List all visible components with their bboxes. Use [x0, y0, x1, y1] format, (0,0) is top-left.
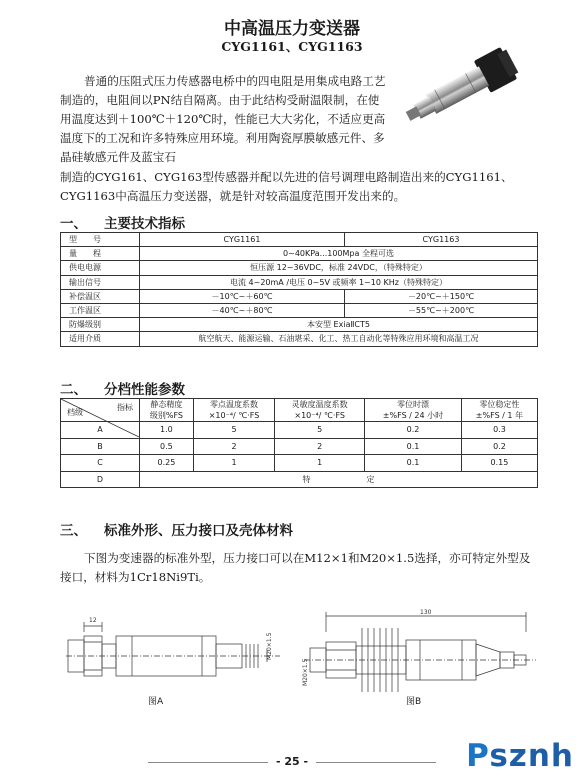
grade-row	[61, 471, 538, 488]
header-line: ±%FS / 1 年	[475, 411, 524, 420]
spec-label: 适用介质	[61, 332, 140, 346]
spec-cell: 航空航天、能源运输、石油堪采、化工、热工自动化等特殊应用环境和高温工况	[140, 332, 538, 346]
corner-top-label: 指标	[117, 403, 133, 412]
intro-paragraph: 普通的压阻式压力传感器电桥中的四电阻是用集成电路工艺制造的，电阻间以PN结自隔离。由于此结构受耐温限制，在使用温度达到＋100℃＋120℃时，性能已大大劣化，不适应更高温度下的工况和许多特殊应用环境。利用陶瓷厚膜敏感元件、多晶硅敏感元件及蓝宝石	[60, 74, 386, 164]
spec-label: 防爆级别	[61, 318, 140, 332]
grade-value: 5	[193, 422, 274, 439]
spec-label: 输出信号	[61, 275, 140, 289]
spec-cell: 0~40KPa...100Mpa 全程可选	[140, 247, 538, 261]
spec-label: 供电电源	[61, 261, 140, 275]
document-title: 中高温压力变送器	[224, 19, 360, 39]
spec-cell: 电流 4~20mA /电压 0~5V 或频率 1~10 KHz（特殊特定）	[140, 275, 538, 289]
header-line: 灵敏度温度系数	[291, 400, 348, 409]
grade-header	[275, 399, 365, 422]
figure-b-caption: 图B	[406, 697, 422, 707]
page-number-text: - 25 -	[275, 755, 309, 768]
grade-value: 特 定	[140, 471, 538, 488]
grade-value: 0.2	[461, 438, 537, 455]
figure-a-drawing	[62, 606, 284, 698]
dimension-label: 12	[89, 617, 97, 624]
spec-cell: CYG1163	[345, 233, 538, 247]
section-title: 主要技术指标	[104, 216, 185, 232]
header-line: ×10⁻⁴/ ℃·FS	[208, 411, 260, 420]
grade-header	[365, 399, 462, 422]
grade-value: 5	[275, 422, 365, 439]
grade-value: 1.0	[140, 422, 194, 439]
footer-rule	[316, 762, 436, 763]
dimension-label: M20×1.5	[266, 632, 273, 660]
grade-value: 1	[275, 455, 365, 472]
grade-corner-cell	[61, 399, 140, 422]
grade-value: 0.15	[461, 455, 537, 472]
spec-row	[61, 247, 538, 261]
header-line: 静态精度	[150, 400, 183, 409]
model-subtitle: CYG1161、CYG1163	[221, 39, 363, 54]
grade-row	[61, 455, 538, 472]
header-line: 零位稳定性	[479, 400, 520, 409]
grade-value: 0.1	[365, 438, 462, 455]
grade-value: 2	[193, 438, 274, 455]
header-line: ±%FS / 24 小时	[382, 411, 444, 420]
grade-value: 0.25	[140, 455, 194, 472]
dimension-label: 130	[420, 609, 432, 616]
section-2-heading	[60, 378, 185, 398]
grade-value: 0.5	[140, 438, 194, 455]
section-number: 一、	[60, 216, 87, 232]
section-number: 二、	[60, 382, 87, 398]
spec-cell: －10℃~＋60℃	[140, 289, 345, 303]
grade-value: 0.1	[365, 455, 462, 472]
spec-row	[61, 332, 538, 346]
grade-label: C	[61, 455, 140, 472]
section-title: 分档性能参数	[104, 382, 185, 398]
header-line: 零点温度系数	[210, 400, 259, 409]
grade-label: A	[61, 422, 140, 439]
header-line: 级别%FS	[149, 411, 183, 420]
grade-value: 2	[275, 438, 365, 455]
spec-cell: －55℃~＋200℃	[345, 303, 538, 317]
grade-table	[60, 398, 538, 488]
spec-row	[61, 261, 538, 275]
section-3-heading	[60, 519, 293, 539]
grade-value: 1	[193, 455, 274, 472]
grade-header	[140, 399, 194, 422]
header-line: ×10⁻⁴/ ℃·FS	[294, 411, 345, 420]
spec-label: 量 程	[61, 247, 140, 261]
footer-rule	[148, 762, 268, 763]
header-line: 零位时漂	[396, 400, 429, 409]
dimension-label: M20×1.5	[302, 658, 309, 686]
spec-cell: 恒压源 12~36VDC，标准 24VDC，（特殊特定）	[140, 261, 538, 275]
spec-cell: 本安型 ExiaⅡCT5	[140, 318, 538, 332]
section-number: 三、	[60, 523, 87, 539]
spec-cell: －20℃~＋150℃	[345, 289, 538, 303]
grade-label: B	[61, 438, 140, 455]
figure-b-drawing	[300, 606, 540, 698]
intro-paragraph-continued: 制造的CYG161、CYG163型传感器并配以先进的信号调理电路制造出来的CYG1161、CYG1163中高温压力变送器，就是针对较高温度范围开发出来的。	[60, 170, 513, 203]
spec-header-row	[61, 233, 538, 247]
brand-logo-text: sznh	[489, 738, 574, 774]
grade-header	[461, 399, 537, 422]
spec-row	[61, 303, 538, 317]
section-title: 标准外形、压力接口及壳体材料	[104, 523, 293, 539]
spec-row	[61, 318, 538, 332]
spec-table	[60, 232, 538, 347]
sensor-product-image	[398, 35, 526, 145]
grade-row	[61, 438, 538, 455]
brand-logo	[466, 738, 574, 774]
grade-value: 0.3	[461, 422, 537, 439]
spec-label: 型 号	[61, 233, 140, 247]
spec-cell: －40℃~＋80℃	[140, 303, 345, 317]
spec-label: 补偿温区	[61, 289, 140, 303]
spec-row	[61, 289, 538, 303]
spec-row	[61, 275, 538, 289]
corner-bottom-label: 档级	[67, 408, 83, 417]
section-1-heading	[60, 212, 185, 232]
brand-logo-initial: P	[466, 738, 490, 774]
outline-paragraph: 下图为变速器的标准外型，压力接口可以在M12×1和M20×1.5选择，亦可特定外型及接口，材料为1Cr18Ni9Ti。	[60, 551, 531, 584]
grade-value: 0.2	[365, 422, 462, 439]
figure-a-caption: 图A	[148, 697, 164, 707]
grade-label: D	[61, 471, 140, 488]
spec-cell: CYG1161	[140, 233, 345, 247]
grade-header	[193, 399, 274, 422]
grade-header-row	[61, 399, 538, 422]
spec-label: 工作温区	[61, 303, 140, 317]
